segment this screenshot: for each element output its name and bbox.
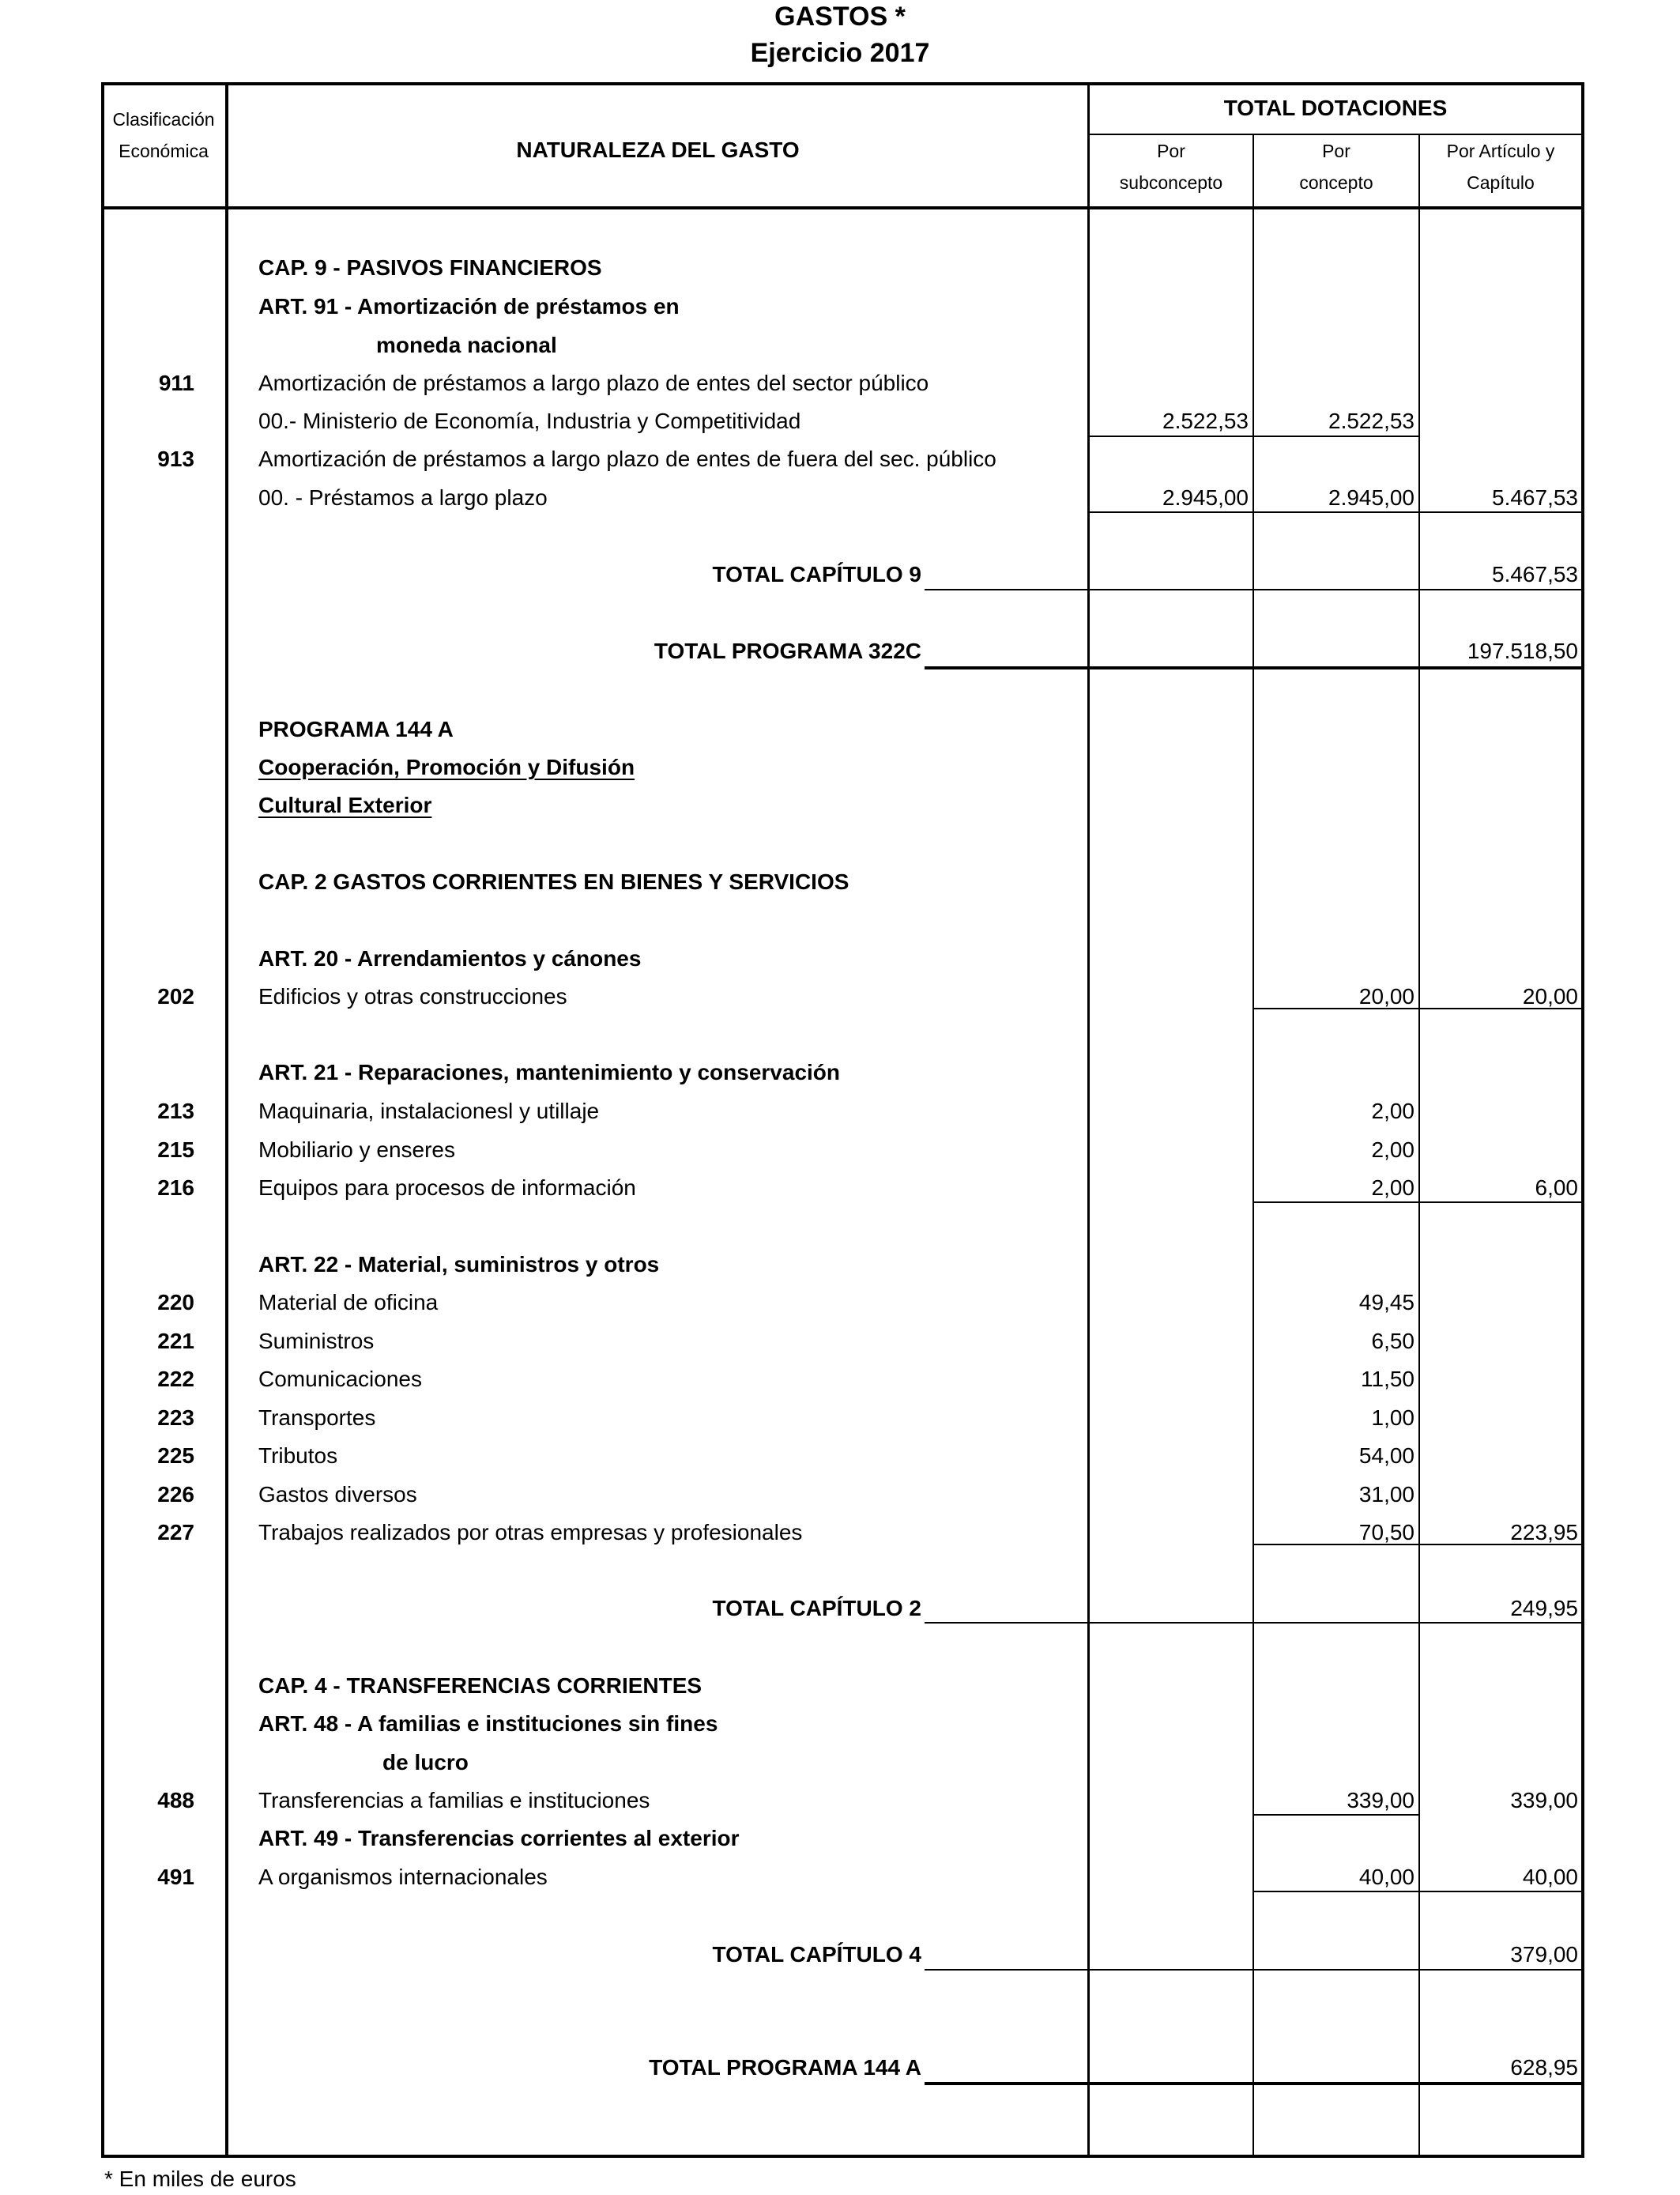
row-subconcepto: 2.522,53 [1162,409,1249,433]
row-label: Tributos [258,1443,338,1468]
document-subtitle: Ejercicio 2017 [750,38,930,68]
header-total-dotaciones: TOTAL DOTACIONES [1223,96,1448,120]
row-concepto: 11,50 [1361,1367,1414,1391]
program-heading: PROGRAMA 144 A [258,717,454,741]
header-naturaleza: NATURALEZA DEL GASTO [516,138,800,162]
header-articulo: Por Artículo y Capítulo [1446,141,1555,193]
footnote: * En miles de euros [104,2167,296,2191]
row-articulo: 223,95 [1510,1520,1578,1544]
chapter-heading: CAP. 2 GASTOS CORRIENTES EN BIENES Y SERVICIOS [258,869,849,894]
row-concepto: 49,45 [1358,1290,1414,1314]
row-concepto: 2,00 [1371,1137,1414,1162]
row-concepto: 2.522,53 [1328,409,1414,433]
row-code: 491 [157,1865,194,1889]
total-program-322c-label: TOTAL PROGRAMA 322C [654,639,921,663]
row-label: Trabajos realizados por otras empresas y profesionales [258,1520,803,1544]
document-title: GASTOS * [774,2,906,32]
row-articulo: 339,00 [1510,1788,1578,1812]
row-code: 226 [157,1482,194,1507]
row-articulo: 40,00 [1522,1865,1578,1889]
row-label: Equipos para procesos de información [258,1175,636,1200]
total-chapter-4-value: 379,00 [1510,1942,1578,1967]
article-heading: ART. 20 - Arrendamientos y cánones [258,946,642,971]
chapter-heading: CAP. 9 - PASIVOS FINANCIEROS [258,255,602,280]
article-heading: ART. 48 - A familias e instituciones sin fines [258,1711,718,1736]
total-chapter-9-value: 5.467,53 [1492,562,1578,586]
row-articulo: 20,00 [1522,984,1578,1009]
row-label: 00. - Préstamos a largo plazo [258,485,548,510]
row-code: 223 [157,1405,194,1430]
row-concepto: 6,50 [1371,1329,1414,1353]
row-concepto: 31,00 [1358,1482,1414,1507]
row-code: 227 [157,1520,194,1544]
row-code: 222 [157,1367,194,1391]
article-heading: ART. 91 - Amortización de préstamos en [258,294,680,319]
row-concepto: 339,00 [1347,1788,1414,1812]
total-chapter-2-value: 249,95 [1510,1596,1578,1620]
row-label: Maquinaria, instalacionesl y utillaje [258,1099,600,1123]
article-heading: ART. 49 - Transferencias corrientes al exterior [258,1826,740,1850]
article-heading: ART. 21 - Reparaciones, mantenimiento y conservación [258,1060,841,1084]
header-clasificacion: Clasificación Económica [112,109,215,161]
row-code: 225 [157,1443,194,1468]
header-subconcepto: Por subconcepto [1119,141,1223,193]
total-chapter-2-label: TOTAL CAPÍTULO 2 [712,1596,921,1620]
total-program-144a-label: TOTAL PROGRAMA 144 A [649,2055,921,2080]
row-code: 488 [157,1788,194,1812]
row-articulo: 5.467,53 [1492,485,1578,510]
row-concepto: 70,50 [1358,1520,1414,1544]
row-concepto: 54,00 [1358,1443,1414,1468]
row-concepto: 2,00 [1371,1175,1414,1200]
header-concepto: Por concepto [1299,141,1373,193]
row-label: Comunicaciones [258,1367,422,1391]
row-concepto: 2,00 [1371,1099,1414,1123]
row-code: 911 [158,371,194,395]
program-name-cont: Cultural Exterior [258,793,432,817]
row-label: Material de oficina [258,1290,439,1314]
row-code: 221 [157,1329,194,1353]
row-label: A organismos internacionales [258,1865,548,1889]
row-code: 913 [157,447,194,471]
row-code: 216 [157,1175,194,1200]
program-name: Cooperación, Promoción y Difusión [258,755,635,779]
total-program-144a-value: 628,95 [1510,2055,1578,2080]
row-code: 202 [157,984,194,1009]
row-label: 00.- Ministerio de Economía, Industria y Competitividad [258,409,801,433]
row-label: Transportes [258,1405,376,1430]
row-concepto: 20,00 [1358,984,1414,1009]
row-label: Mobiliario y enseres [258,1137,455,1162]
row-code: 215 [157,1137,194,1162]
row-subconcepto: 2.945,00 [1162,485,1249,510]
row-concepto: 1,00 [1371,1405,1414,1430]
row-label: Amortización de préstamos a largo plazo de entes de fuera del sec. público [258,447,996,471]
article-heading-cont: de lucro [382,1750,469,1774]
row-code: 220 [157,1290,194,1314]
article-heading: ART. 22 - Material, suministros y otros [258,1252,660,1277]
row-articulo: 6,00 [1535,1175,1578,1200]
total-program-322c-value: 197.518,50 [1467,639,1578,663]
row-label: Edificios y otras construcciones [258,984,567,1009]
row-code: 213 [157,1099,194,1123]
article-heading-cont: moneda nacional [376,333,557,357]
row-label: Suministros [258,1329,375,1353]
total-chapter-4-label: TOTAL CAPÍTULO 4 [712,1942,921,1967]
total-chapter-9-label: TOTAL CAPÍTULO 9 [712,562,921,586]
chapter-heading: CAP. 4 - TRANSFERENCIAS CORRIENTES [258,1673,703,1698]
row-concepto: 2.945,00 [1328,485,1414,510]
row-label: Gastos diversos [258,1482,417,1507]
row-label: Amortización de préstamos a largo plazo de entes del sector público [258,371,929,395]
row-concepto: 40,00 [1358,1865,1414,1889]
row-label: Transferencias a familias e instituciones [258,1788,650,1812]
